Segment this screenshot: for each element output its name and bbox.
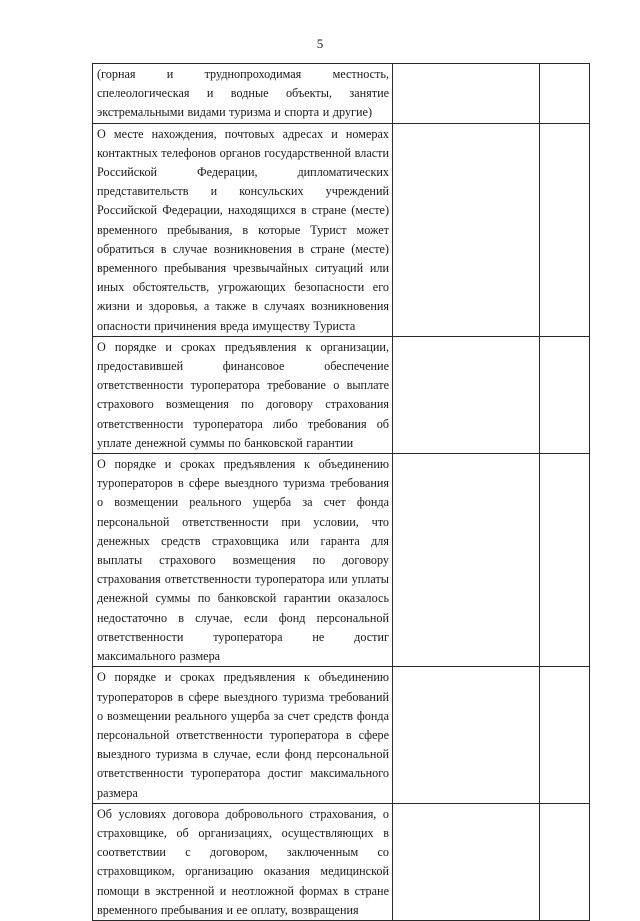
empty-cell (393, 336, 540, 453)
row-text: О порядке и сроках предъявления к объединению туроператоров в сфере выездного туризма требований о возмещении реального ущерба за счет средств фонда персональной ответственности туроператора в сфере выездного туризма в случае, если фонд персональной ответственности туроператора достиг максимального размера (97, 670, 389, 800)
description-cell (93, 454, 393, 667)
row-text: О месте нахождения, почтовых адресах и номерах контактных телефонов органов государственной власти Российской Федерации, дипломатических представительств и консульских учреждений Российской Федерации, находящихся в стране (месте) временного пребывания, в которые Турист может обратиться в случае возникновения в стране (месте) временного пребывания чрезвычайных ситуаций или иных обстоятельств, угрожающих безопасности его жизни и здоровья, а также в случаях возникновения опасности причинения вреда имуществу Туриста (97, 126, 389, 333)
table-row (93, 803, 590, 920)
row-text: Об условиях договора добровольного страхования, о страховщике, об организациях, осуществляющих в соответствии с договором, заключенным со страховщиком, организацию оказания медицинской помощи в экстренной и неотложной формах в стране временного пребывания и ее оплату, возвращения (97, 806, 389, 917)
empty-cell (540, 667, 590, 803)
description-cell (93, 64, 393, 124)
row-text: (горная и труднопроходимая местность, спелеологическая и водные объекты, занятие экстремальными видами туризма и спорта и другие) (97, 67, 389, 120)
description-cell (93, 336, 393, 453)
description-cell (93, 667, 393, 803)
table-row (93, 336, 590, 453)
table-row (93, 123, 590, 336)
page-number: 5 (316, 36, 324, 51)
empty-cell (393, 64, 540, 124)
table-row (93, 667, 590, 803)
empty-cell (540, 123, 590, 336)
row-text: О порядке и сроках предъявления к объединению туроператоров в сфере выездного туризма требования о возмещении реального ущерба за счет фонда персональной ответственности при условии, что денежных средств страховщика или гаранта для выплаты страхового возмещения по договору страхования ответственности туроператора или уплаты денежной суммы по банковской гарантии оказалось недостаточно в случае, если фонд персональной ответственности туроператора не достиг максимального размера (97, 457, 389, 664)
empty-cell (540, 454, 590, 667)
empty-cell (540, 64, 590, 124)
empty-cell (393, 123, 540, 336)
description-cell (93, 803, 393, 920)
empty-cell (393, 454, 540, 667)
empty-cell (540, 803, 590, 920)
table-row (93, 64, 590, 124)
empty-cell (393, 667, 540, 803)
information-table (92, 63, 590, 921)
empty-cell (393, 803, 540, 920)
description-cell (93, 123, 393, 336)
empty-cell (540, 336, 590, 453)
table-row (93, 454, 590, 667)
row-text: О порядке и сроках предъявления к организации, предоставившей финансовое обеспечение ответственности туроператора требование о выплате страхового возмещения по договору страхования ответственности туроператора либо требования об уплате денежной суммы по банковской гарантии (97, 339, 389, 450)
